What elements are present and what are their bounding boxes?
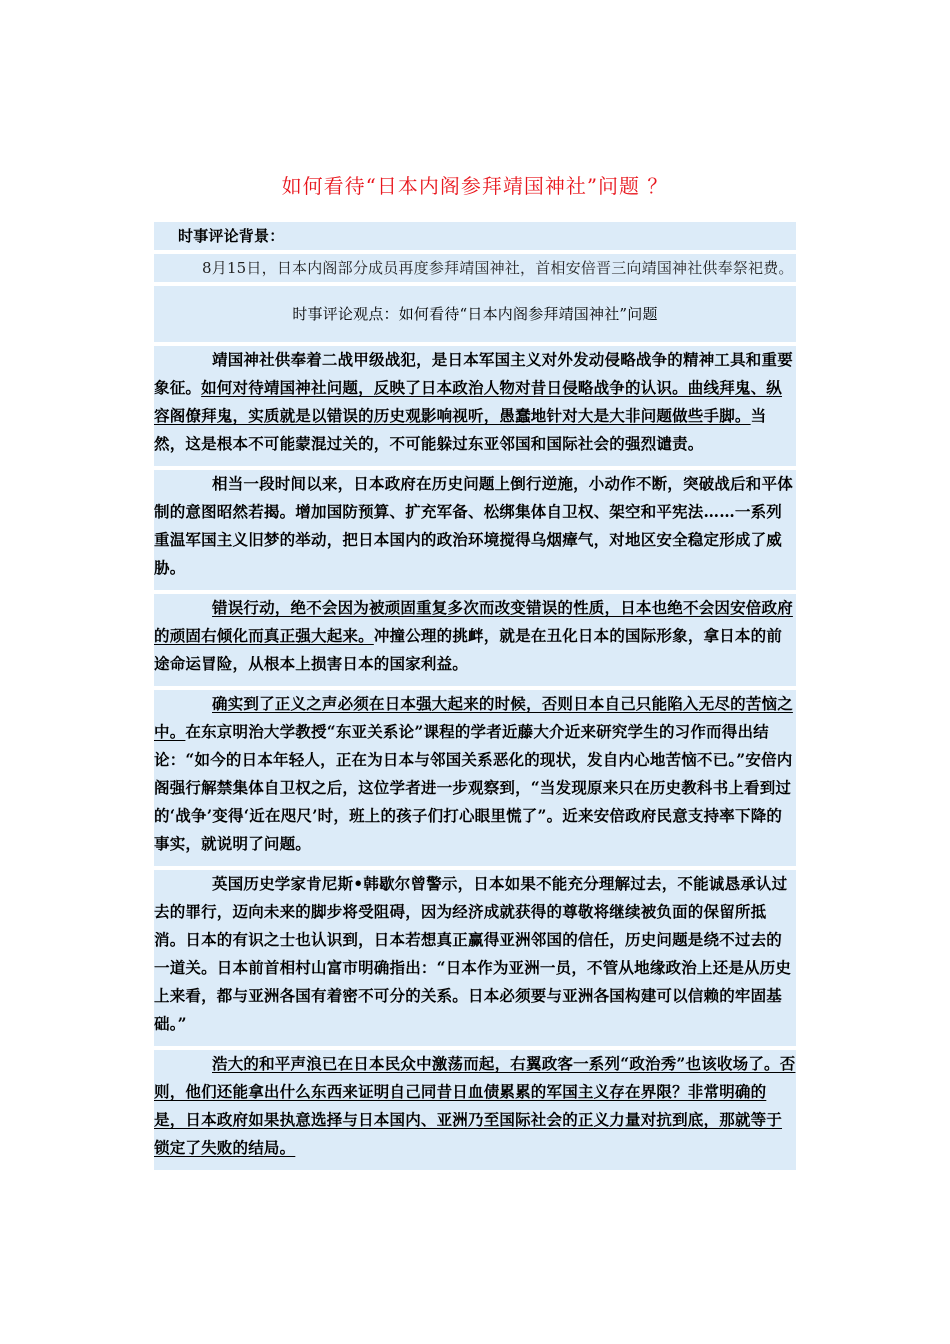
article-body [154,222,796,1174]
paragraph-4 [154,690,796,866]
background-text-content: 8月15日，日本内阁部分成员再度参拜靖国神社，首相安倍晋三向靖国神社供奉祭祀费。 [202,259,794,277]
paragraph-text: 当然，这是根本不可能蒙混过关的，不可能躲过东亚邻国和国际社会的强烈谴责。 [154,406,767,453]
underlined-text: 错误行动，绝不会因为被顽固重复多次而改变错误的性质，日本也绝不会因安倍政府的顽固右倾化而真正强大起来。 [154,598,793,645]
paragraph-text: 英国历史学家肯尼斯•韩歇尔曾警示，日本如果不能充分理解过去，不能诚恳承认过去的罪行，迈向未来的脚步将受阻碍，因为经济成就获得的尊敬将继续被负面的保留所抵消。日本的有识之士也认识到，日本若想真正赢得亚洲邻国的信任，历史问题是绕不过去的一道关。日本前首相村山富市明确指出：“日本作为亚洲一员，不管从地缘政治上还是从历史上来看，都与亚洲各国有着密不可分的关系。日本必须要与亚洲各国构建可以信赖的牢固基础。” [154,874,792,1033]
page-title: 如何看待“日本内阁参拜靖国神社”问题 ？ [281,174,669,199]
paragraph-6 [154,1050,796,1170]
underlined-text: 浩大的和平声浪已在日本民众中激荡而起，右翼政客一系列“政治秀”也该收场了。否则，他们还能拿出什么东西来证明自己同昔日血债累累的军国主义存在界限？非常明确的是，日本政府如果执意选择与日本国内、亚洲乃至国际社会的正义力量对抗到底，那就等于锁定了失败的结局。 [154,1054,796,1157]
paragraph-1 [154,346,796,466]
underlined-text: 如何对待靖国神社问题，反映了日本政治人物对昔日侵略战争的认识。曲线拜鬼、纵容阁僚拜鬼，实质就是以错误的历史观影响视听，愚蠢地针对大是大非问题做些手脚。 [154,378,783,425]
paragraph-text: 相当一段时间以来，日本政府在历史问题上倒行逆施，小动作不断，突破战后和平体制的意图昭然若揭。增加国防预算、扩充军备、松绑集体自卫权、架空和平宪法……一系列重温军国主义旧梦的举动，把日本国内的政治环境搅得乌烟瘴气，对地区安全稳定形成了威胁。 [154,474,793,577]
paragraph-text: 在东京明治大学教授“东亚关系论”课程的学者近藤大介近来研究学生的习作而得出结论：“如今的日本年轻人，正在为日本与邻国关系恶化的现状，发自内心地苦恼不已。”安倍内阁强行解禁集体自卫权之后，这位学者进一步观察到，“当发现原来只在历史教科书上看到过的‘战争’变得‘近在咫尺’时，班上的孩子们打心眼里慌了”。近来安倍政府民意支持率下降的事实，就说明了问题。 [154,722,793,853]
paragraph-2 [154,470,796,590]
paragraph-5 [154,870,796,1046]
background-label: 时事评论背景： [154,222,796,250]
underlined-text: 确实到了正义之声必须在日本强大起来的时候，否则日本自己只能陷入无尽的苦恼之中。 [154,694,793,741]
paragraph-text: 靖国神社供奉着二战甲级战犯，是日本军国主义对外发动侵略战争的精神工具和重要象征。 [154,350,793,397]
paragraph-3 [154,594,796,686]
background-text [154,254,796,282]
viewpoint-heading: 时事评论观点：如何看待“日本内阁参拜靖国神社”问题 [154,286,796,342]
paragraph-text: 冲撞公理的挑衅，就是在丑化日本的国际形象，拿日本的前途命运冒险，从根本上损害日本的国家利益。 [154,626,783,673]
